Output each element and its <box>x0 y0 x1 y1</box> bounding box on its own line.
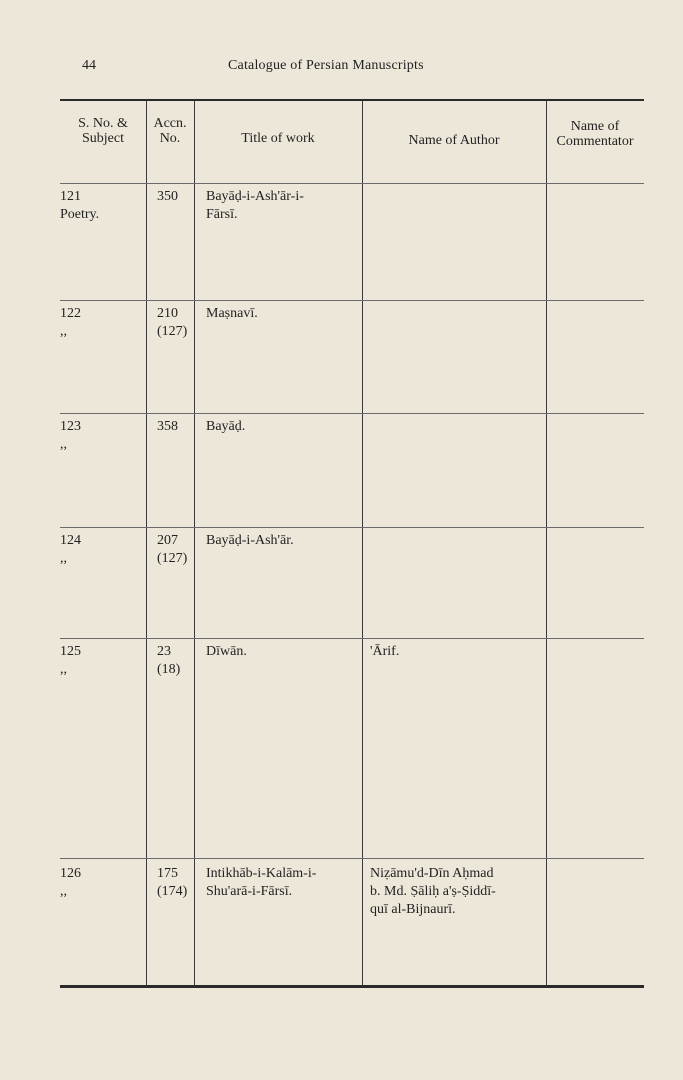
table-row-accn <box>157 865 193 901</box>
subject: ,, <box>60 884 67 899</box>
title-line: Bayāḍ-i-Ash'ār-i- <box>206 189 304 204</box>
accession-number: 207 <box>157 533 178 548</box>
table-row-author <box>370 643 546 661</box>
serial-number: 123 <box>60 419 81 434</box>
table-row-title <box>206 643 362 661</box>
page-number: 44 <box>82 58 96 73</box>
subject: ,, <box>60 324 67 339</box>
accession-number: 175 <box>157 866 178 881</box>
table-top-rule <box>60 99 644 101</box>
subject: ,, <box>60 551 67 566</box>
title-line: Shu'arā-i-Fārsī. <box>206 884 293 899</box>
author-line: b. Md. Ṣāliḥ a'ṣ-Ṣiddī- <box>370 884 496 899</box>
table-row-author <box>370 865 546 919</box>
table-row-accn <box>157 188 193 206</box>
accession-number: 350 <box>157 189 178 204</box>
row-separator <box>60 527 644 528</box>
table-row-title <box>206 865 362 901</box>
row-separator <box>60 858 644 859</box>
title-line: Dīwān. <box>206 644 247 659</box>
title-line: Bayāḍ-i-Ash'ār. <box>206 533 294 548</box>
table-bottom-rule <box>60 985 644 988</box>
old-accession-number: (18) <box>157 662 181 677</box>
table-row-title <box>206 532 362 550</box>
accession-number: 210 <box>157 306 178 321</box>
manuscripts-table <box>60 99 644 989</box>
serial-number: 121 <box>60 189 81 204</box>
table-row-accn <box>157 532 193 568</box>
title-line: Maṣnavī. <box>206 306 258 321</box>
serial-number: 125 <box>60 644 81 659</box>
column-divider <box>546 101 547 985</box>
old-accession-number: (127) <box>157 551 188 566</box>
column-divider <box>362 101 363 985</box>
old-accession-number: (127) <box>157 324 188 339</box>
table-row-accn <box>157 305 193 341</box>
author-line: 'Ārif. <box>370 644 400 659</box>
title-line: Bayāḍ. <box>206 419 246 434</box>
table-row-sno <box>60 188 144 224</box>
table-row-title <box>206 305 362 323</box>
old-accession-number: (174) <box>157 884 188 899</box>
accession-number: 358 <box>157 419 178 434</box>
column-header-title: Title of work <box>241 131 315 146</box>
subject: Poetry. <box>60 207 100 222</box>
table-row-title <box>206 418 362 436</box>
column-divider <box>194 101 195 985</box>
serial-number: 124 <box>60 533 81 548</box>
table-row-sno <box>60 305 144 341</box>
table-row-accn <box>157 418 193 436</box>
table-row-accn <box>157 643 193 679</box>
page-header <box>0 58 683 82</box>
serial-number: 122 <box>60 306 81 321</box>
column-header-commentator-line: Commentator <box>556 134 634 149</box>
column-header-commentator-line: Name of <box>570 119 620 134</box>
column-header-author: Name of Author <box>408 133 500 148</box>
accession-number: 23 <box>157 644 171 659</box>
running-title: Catalogue of Persian Manuscripts <box>228 58 424 73</box>
table-row-sno <box>60 418 144 454</box>
column-header-commentator <box>546 119 644 149</box>
row-separator <box>60 638 644 639</box>
column-header-accn-line: No. <box>159 131 181 146</box>
column-header-accn <box>146 116 194 146</box>
row-separator <box>60 300 644 301</box>
column-header-sno <box>60 116 146 146</box>
column-divider <box>146 101 147 985</box>
column-header-sno-line: S. No. & <box>78 116 128 131</box>
column-header-sno-line: Subject <box>82 131 124 146</box>
table-row-title <box>206 188 362 224</box>
table-row-sno <box>60 643 144 679</box>
author-line: quī al-Bijnaurī. <box>370 902 456 917</box>
title-line: Intikhāb-i-Kalām-i- <box>206 866 317 881</box>
row-separator <box>60 413 644 414</box>
table-row-sno <box>60 865 144 901</box>
serial-number: 126 <box>60 866 81 881</box>
row-separator <box>60 183 644 184</box>
subject: ,, <box>60 437 67 452</box>
title-line: Fārsī. <box>206 207 238 222</box>
column-header-accn-line: Accn. <box>153 116 187 131</box>
author-line: Niẓāmu'd-Dīn Aḥmad <box>370 866 494 881</box>
table-row-sno <box>60 532 144 568</box>
subject: ,, <box>60 662 67 677</box>
